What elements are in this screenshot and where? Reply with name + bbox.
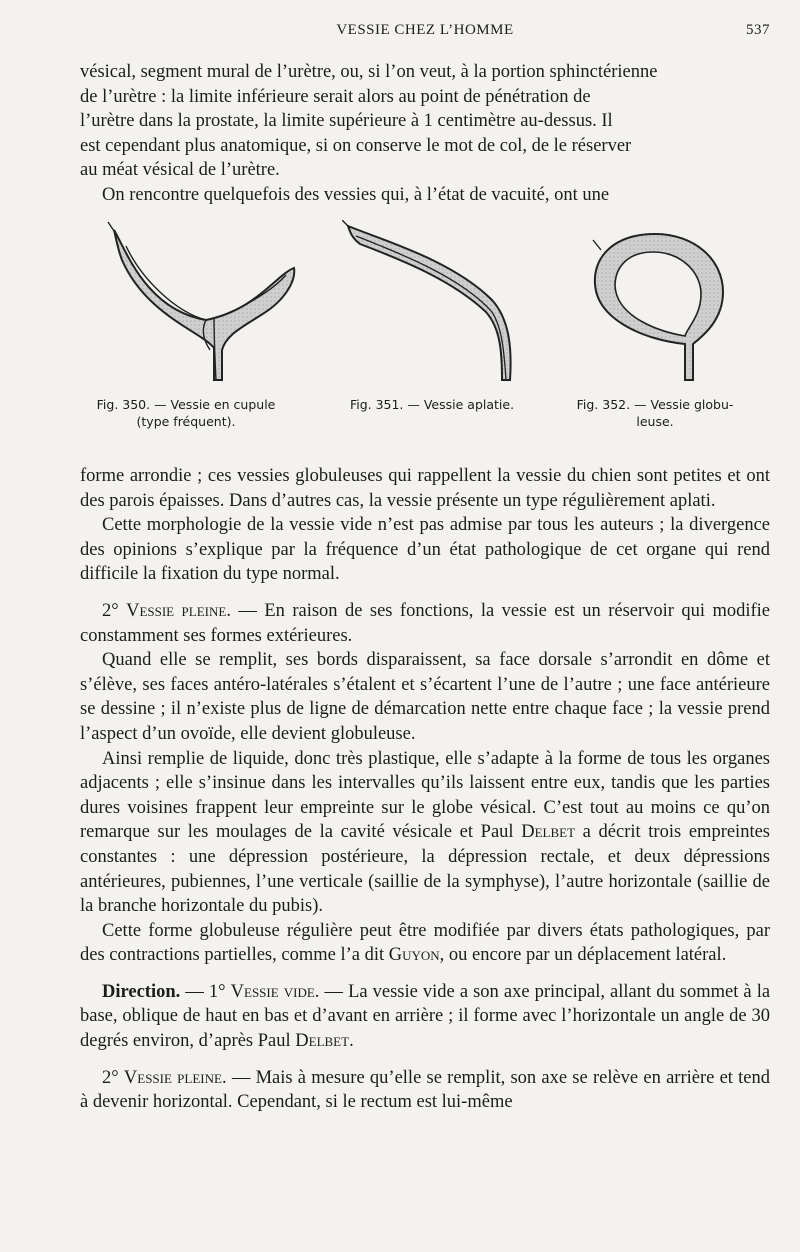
paragraph: forme arrondie ; ces vessies globuleuses qui rappellent la vessie du chien sont petites et ont des parois épaisses. Dans d’autres cas, la vessie présente un type régulièrement aplati. <box>80 466 770 511</box>
paragraph-text: , ou encore par un déplacement latéral. <box>439 945 727 966</box>
section-label: Direction. <box>102 981 181 1002</box>
paragraph-vessie-pleine <box>80 599 770 648</box>
text-line: l’urètre dans la prostate, la limite supérieure à 1 centimètre au-dessus. Il <box>80 111 613 132</box>
paragraph-text: — La vessie vide a son axe principal, allant du sommet à la base, oblique de haut en bas et d’avant en arrière ; il forme avec l’horizontale un angle de 30 degrés environ, d’après Paul <box>80 981 771 1052</box>
text-line: On rencontre quelquefois des vessies qui, à l’état de vacuité, ont une <box>102 184 610 205</box>
body-text <box>80 464 770 1115</box>
running-header <box>80 22 770 46</box>
caption-line: (type fréquent). <box>136 414 236 429</box>
section-heading: Vessie pleine. <box>123 1067 227 1088</box>
paragraph-text: Cette forme globuleuse régulière peut être modifiée par divers états pathologiques, par des contractions partielles, comme l’a dit <box>80 920 770 966</box>
figure-caption <box>332 396 532 413</box>
text-line: vésical, segment mural de l’urètre, ou, si l’on veut, à la portion sphinctérienne <box>80 62 658 82</box>
paragraph-cette <box>80 919 770 968</box>
figure-caption <box>570 396 740 430</box>
author-name: Delbet <box>295 1031 350 1052</box>
paragraph: Cette morphologie de la vessie vide n’est pas admise par tous les auteurs ; la divergence des opinions s’explique par la fréquence d’un état pathologique de cet organe qui rend difficile la fixation du type normal. <box>80 515 770 585</box>
text-line: de l’urètre : la limite inférieure serait alors au point de pénétration de <box>80 86 591 107</box>
section-heading: Vessie pleine. <box>126 600 231 621</box>
punctuation: . <box>349 1031 354 1052</box>
section-heading: Vessie vide. <box>230 981 320 1002</box>
section-number: — 1° <box>185 981 226 1002</box>
section-number: 2° <box>102 600 119 621</box>
cup-bladder-illustration <box>106 220 296 385</box>
header-title: VESSIE CHEZ L’HOMME <box>336 22 514 38</box>
globular-bladder-illustration <box>585 220 730 385</box>
figure-row <box>80 220 770 440</box>
text-line: au méat vésical de l’urètre. <box>80 160 280 181</box>
caption-line: Fig. 350. — Vessie en cupule <box>96 397 276 412</box>
paragraph-text: Ainsi remplie de liquide, donc très plastique, elle s’adapte à la forme de tous les organes adjacents ; elle s’insinue dans les intervalles qu’ils laissent entre eux, tandis que les parties dures voisines frappent leur empreinte sur le globe vésical. C’est tout au moins ce qu’on remarque sur les moulages de la cavité vésicale et Paul <box>80 748 770 843</box>
paragraph-vessie-pleine-2 <box>80 1066 770 1115</box>
author-name: Guyon <box>388 945 440 966</box>
figure-350 <box>96 220 296 429</box>
flat-bladder-illustration <box>342 220 522 385</box>
figure-352 <box>576 220 734 429</box>
caption-line: Fig. 352. — Vessie globu- <box>576 397 734 412</box>
text-line: est cependant plus anatomique, si on conserve le mot de col, de le réserver <box>80 135 632 156</box>
paragraph-text: — En raison de ses fonctions, la vessie est un réservoir qui modifie constamment ses formes extérieures. <box>80 600 770 646</box>
paragraph-direction <box>80 980 770 1054</box>
paragraph-ainsi <box>80 747 770 919</box>
section-number: 2° <box>102 1067 119 1088</box>
intro-paragraph <box>80 60 770 208</box>
page-number: 537 <box>746 22 770 38</box>
caption-line: Fig. 351. — Vessie aplatie. <box>349 397 515 412</box>
author-name: Delbet <box>521 822 576 843</box>
paragraph-text: a décrit trois empreintes constantes : une dépression postérieure, la dépression rectale, et deux dépressions antérieures, pubiennes, l’une verticale (saillie de la symphyse), l’autre horizontale (saillie de la branche horizontale du pubis). <box>80 822 771 917</box>
paragraph-text: — Mais à mesure qu’elle se remplit, son axe se relève en arrière et tend à devenir horizontal. Cependant, si le rectum est lui-même <box>80 1067 771 1113</box>
figure-caption <box>76 396 296 430</box>
paragraph: Quand elle se remplit, ses bords disparaissent, sa face dorsale s’arrondit en dôme et s’élève, ses faces antéro-latérales s’étalent et s’écartent l’une de l’autre ; une face antérieure se dessine ; il n’existe plus de ligne de démarcation nette entre chaque face ; la vessie prend l’aspect d’un ovoïde, elle devient globuleuse. <box>80 650 770 744</box>
figure-351 <box>342 220 522 412</box>
caption-line: leuse. <box>636 414 674 429</box>
